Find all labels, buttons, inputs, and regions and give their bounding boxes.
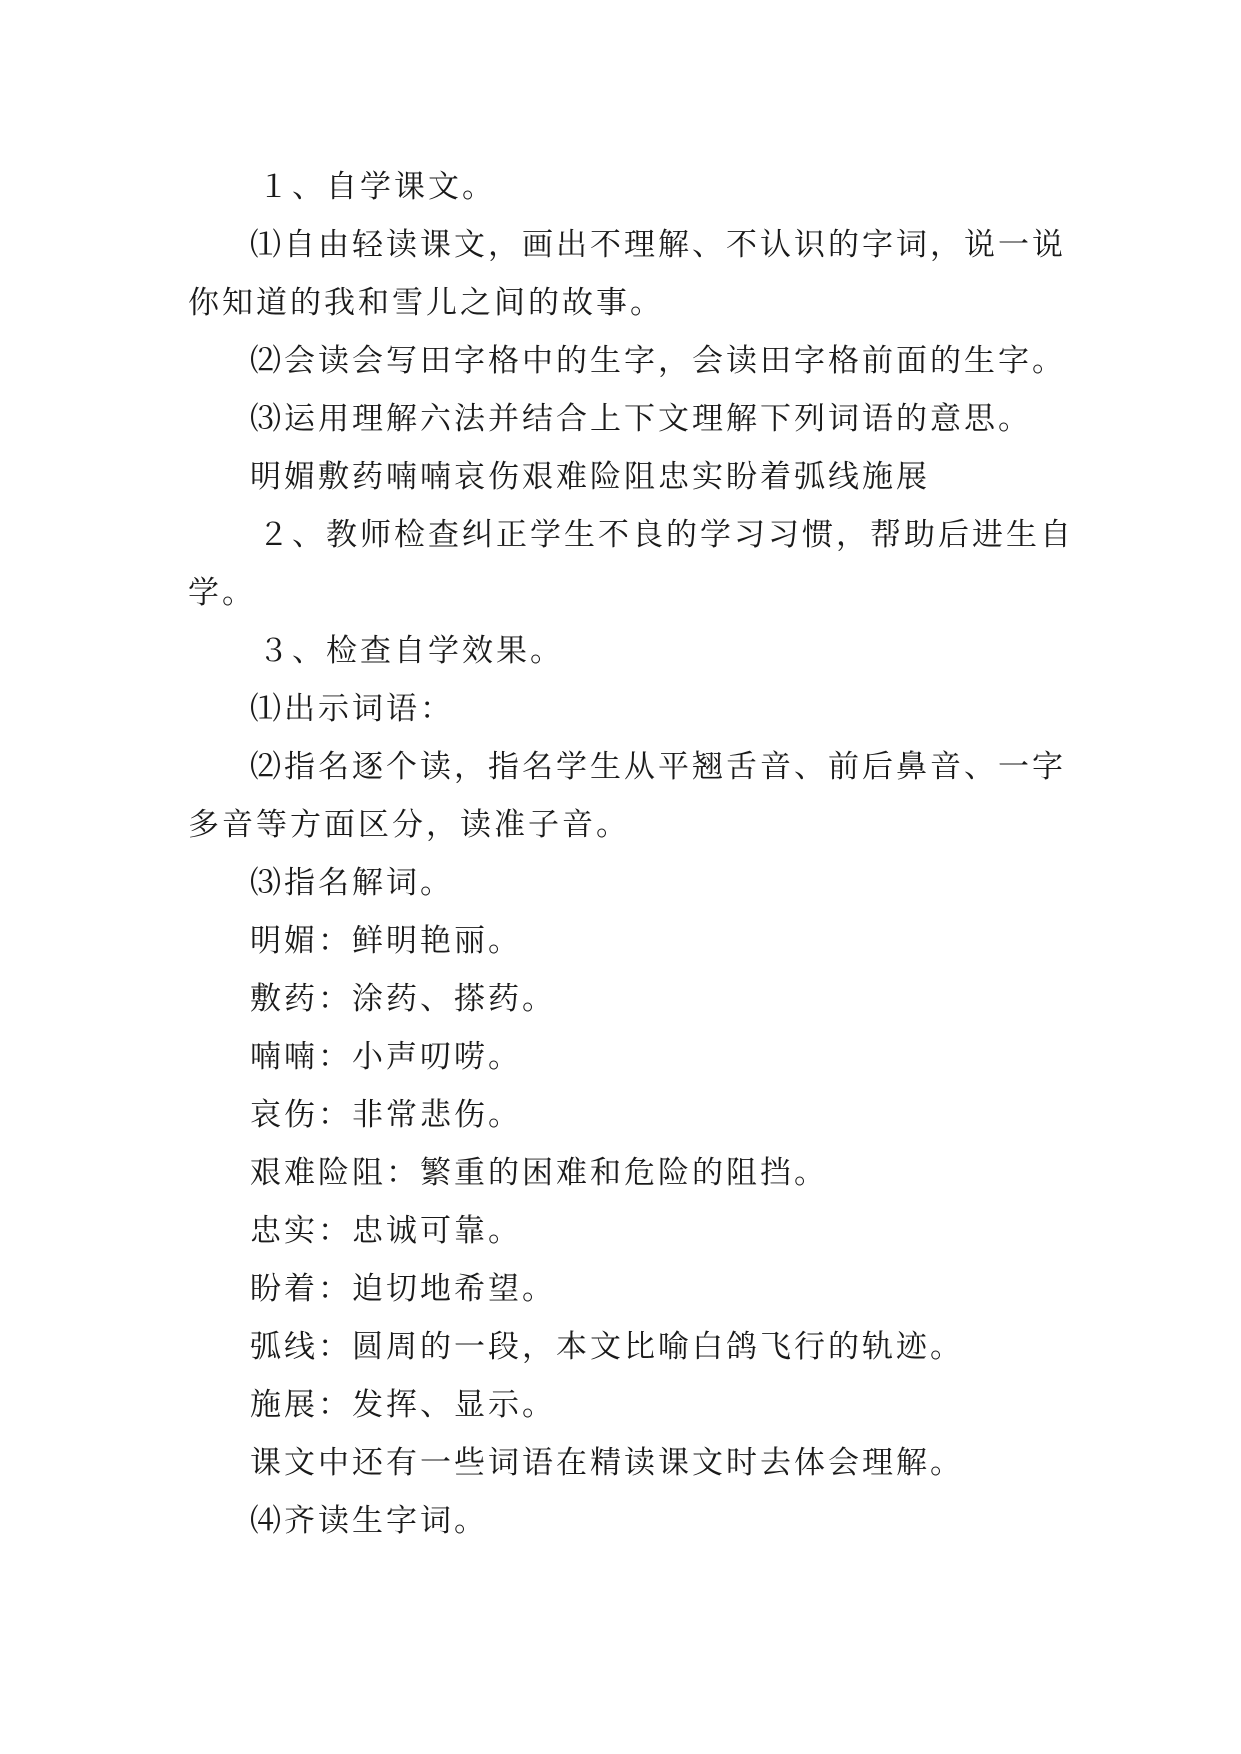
paragraph-line: ⑵会读会写田字格中的生字，会读田字格前面的生字。 <box>250 343 1066 379</box>
paragraph-line: 你知道的我和雪儿之间的故事。 <box>188 285 664 321</box>
paragraph-line: 喃喃：小声叨唠。 <box>250 1039 522 1075</box>
paragraph-line: ⑷齐读生字词。 <box>250 1503 488 1539</box>
paragraph-line: 艰难险阻：繁重的困难和危险的阻挡。 <box>250 1155 828 1191</box>
paragraph-line: 明媚敷药喃喃哀伤艰难险阻忠实盼着弧线施展 <box>250 459 930 495</box>
paragraph-line: １、自学课文。 <box>258 169 496 205</box>
paragraph-line: 弧线：圆周的一段，本文比喻白鸽飞行的轨迹。 <box>250 1329 964 1365</box>
paragraph-line: 敷药：涂药、搽药。 <box>250 981 556 1017</box>
paragraph-line: ⑵指名逐个读，指名学生从平翘舌音、前后鼻音、一字 <box>250 749 1066 785</box>
paragraph-line: 施展：发挥、显示。 <box>250 1387 556 1423</box>
paragraph-line: 学。 <box>188 575 256 611</box>
paragraph-line: ２、教师检查纠正学生不良的学习习惯，帮助后进生自 <box>258 517 1074 553</box>
paragraph-line: ⑴自由轻读课文，画出不理解、不认识的字词，说一说 <box>250 227 1066 263</box>
paragraph-line: 忠实：忠诚可靠。 <box>250 1213 522 1249</box>
paragraph-line: 课文中还有一些词语在精读课文时去体会理解。 <box>250 1445 964 1481</box>
paragraph-line: 多音等方面区分，读准子音。 <box>188 807 630 843</box>
document-body <box>188 158 1074 1550</box>
paragraph-line: 盼着：迫切地希望。 <box>250 1271 556 1307</box>
paragraph-line: 哀伤：非常悲伤。 <box>250 1097 522 1133</box>
paragraph-line: ⑴出示词语： <box>250 691 454 727</box>
paragraph-line: ⑶指名解词。 <box>250 865 454 901</box>
paragraph-line: ３、检查自学效果。 <box>258 633 564 669</box>
paragraph-line: ⑶运用理解六法并结合上下文理解下列词语的意思。 <box>250 401 1032 437</box>
paragraph-line: 明媚：鲜明艳丽。 <box>250 923 522 959</box>
